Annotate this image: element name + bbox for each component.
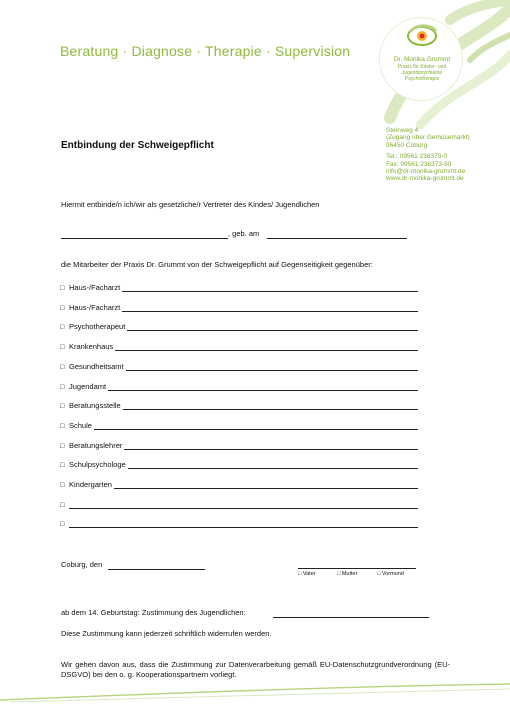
- fax: Fax: 09561 238373-99: [386, 160, 452, 168]
- birthdate-field[interactable]: [267, 230, 407, 239]
- recipient-name-field[interactable]: [128, 460, 418, 469]
- recipient-row: [60, 280, 418, 292]
- recipient-checkbox[interactable]: □: [60, 462, 65, 470]
- recipient-label: Beratungsstelle: [69, 401, 121, 411]
- address-street: Steinweg 4: [386, 127, 419, 134]
- recipient-name-field[interactable]: [69, 500, 418, 509]
- address-note: (Zugang über Gemüsemarkt): [386, 134, 470, 142]
- birthdate-label: , geb. am: [228, 229, 260, 238]
- recipient-label: Psychotherapeut: [69, 322, 126, 332]
- recipient-checkbox[interactable]: □: [60, 442, 65, 450]
- recipient-name-field[interactable]: [126, 362, 418, 371]
- option-father[interactable]: □ Vater: [298, 571, 316, 577]
- eye-logo-icon: [406, 22, 438, 52]
- recipient-label: Haus-/Facharzt: [69, 283, 121, 292]
- recipient-label: Haus-/Facharzt: [69, 302, 121, 312]
- recipient-name-field[interactable]: [122, 303, 418, 312]
- recipient-checkbox[interactable]: □: [60, 521, 65, 529]
- signature-field[interactable]: [298, 560, 416, 569]
- recipient-checkbox[interactable]: □: [60, 324, 65, 332]
- document-title: Entbindung der Schweigepflicht: [61, 140, 214, 151]
- recipient-checkbox[interactable]: □: [60, 403, 65, 411]
- recipient-label: Gesundheitsamt: [69, 361, 124, 371]
- recipient-checkbox[interactable]: □: [60, 383, 65, 391]
- recipient-checkbox[interactable]: □: [60, 344, 65, 352]
- youth-consent-label: ab dem 14. Geburtstag: Zustimmung des Jugendlichen:: [61, 608, 246, 617]
- recipient-name-field[interactable]: [108, 382, 418, 391]
- option-mother[interactable]: □ Mutter: [337, 571, 358, 577]
- recipient-name-field[interactable]: [114, 480, 418, 489]
- footer-curve: [0, 680, 510, 723]
- option-guardian[interactable]: □ Vormund: [377, 571, 404, 577]
- tagline: Beratung · Diagnose · Therapie · Supervision: [60, 43, 351, 59]
- date-field[interactable]: [108, 561, 205, 570]
- recipient-row: [60, 497, 418, 509]
- recipient-checkbox[interactable]: □: [60, 363, 65, 371]
- website: www.dr-monika-grummt.de: [386, 175, 464, 183]
- recipient-name-field[interactable]: [122, 283, 418, 292]
- recipient-label: Schulpsychologe: [69, 460, 126, 470]
- recipient-name-field[interactable]: [127, 322, 418, 331]
- recipient-label: Schule: [69, 420, 92, 430]
- recipient-checkbox[interactable]: □: [60, 422, 65, 430]
- recipient-name-field[interactable]: [94, 421, 418, 430]
- declaration-text: die Mitarbeiter der Praxis Dr. Grummt von der Schweigepflicht auf Gegenseitigkeit gegenüber:: [61, 260, 373, 269]
- recipient-name-field[interactable]: [124, 441, 418, 450]
- recipient-checkbox[interactable]: □: [60, 482, 65, 489]
- gdpr-note: Wir gehen davon aus, dass die Zustimmung zur Datenverarbeitung gemäß EU-Datenschutzgrundverordnung (EU-DSGVO) bei den o. g. Kooperationspartnern vorliegt.: [61, 660, 450, 679]
- recipient-checkbox[interactable]: □: [60, 501, 65, 509]
- place-date-label: Coburg, den: [61, 560, 103, 569]
- phone: Tel.: 09561 238373-0: [386, 153, 448, 161]
- logo-subtitle: Praxis für Kinder- und Jugendpsychiatrie Psychotherapie: [397, 64, 447, 82]
- recipient-row: [60, 319, 418, 331]
- recipient-row: [60, 398, 418, 410]
- recipient-row: [60, 418, 418, 430]
- recipient-label: Krankenhaus: [69, 342, 114, 352]
- recipient-row: [60, 516, 418, 528]
- recipient-name-field[interactable]: [123, 401, 418, 410]
- recipient-name-field[interactable]: [115, 342, 418, 351]
- email: info@dr-monika-grummt.de: [386, 168, 466, 176]
- recipient-row: [60, 359, 418, 371]
- recipient-row: [60, 438, 418, 450]
- child-name-field[interactable]: [61, 230, 228, 239]
- recipient-name-field[interactable]: [69, 519, 418, 528]
- recipient-checkbox[interactable]: □: [60, 285, 65, 292]
- recipient-label: Beratungslehrer: [69, 440, 123, 450]
- address-city: 96450 Coburg: [386, 141, 428, 149]
- recipient-label: Jugendamt: [69, 381, 107, 391]
- recipient-row: [60, 339, 418, 351]
- youth-signature-field[interactable]: [273, 609, 429, 618]
- logo-name: Dr. Monika Grummt: [393, 56, 451, 63]
- contact-block: [386, 127, 470, 183]
- recipient-row: [60, 457, 418, 469]
- recipient-row: [60, 379, 418, 391]
- recipient-row: [60, 477, 418, 489]
- intro-text: Hiermit entbinde/n ich/wir als gesetzliche/r Vertreter des Kindes/ Jugendlichen: [61, 200, 320, 209]
- recipient-row: [60, 300, 418, 312]
- recipient-checkbox[interactable]: □: [60, 304, 65, 312]
- revocation-note: Diese Zustimmung kann jederzeit schriftlich widerrufen werden.: [61, 629, 272, 638]
- recipient-label: Kindergarten: [69, 480, 112, 489]
